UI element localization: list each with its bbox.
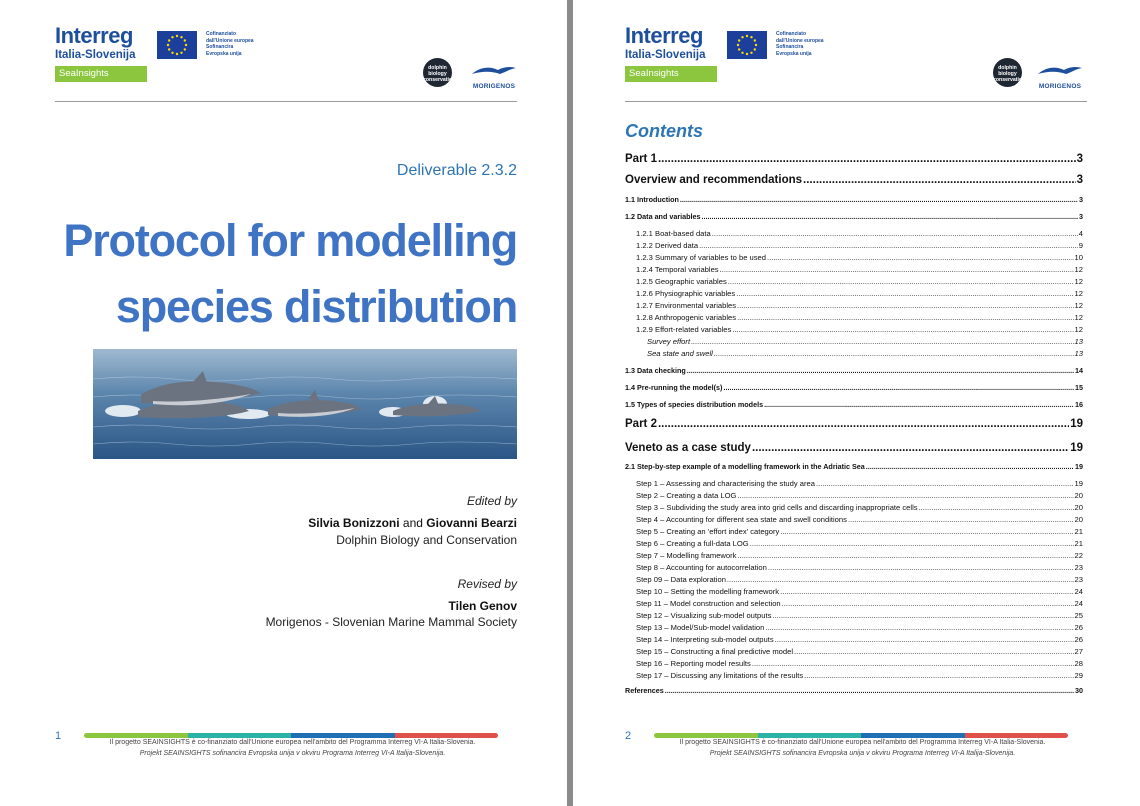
toc-entry-page: 29 [1074, 671, 1083, 680]
toc-leader-dots [737, 491, 1073, 500]
toc-entry[interactable] [625, 241, 1083, 250]
toc-entry-page: 24 [1074, 599, 1083, 608]
toc-entry-label: Step 12 – Visualizing sub-model outputs [636, 611, 772, 620]
toc-entry-label: Step 6 – Creating a full-data LOG [636, 539, 749, 548]
toc-entry-page: 12 [1074, 313, 1083, 322]
toc-leader-dots [687, 366, 1074, 375]
toc-entry-label: 1.2.8 Anthropogenic variables [636, 313, 737, 322]
toc-entry[interactable] [625, 659, 1083, 668]
toc-leader-dots [712, 229, 1078, 238]
toc-entry-page: 26 [1074, 623, 1083, 632]
toc-leader-dots [775, 635, 1074, 644]
toc-leader-dots [702, 212, 1078, 221]
editor-organization: Dolphin Biology and Conservation [336, 533, 517, 547]
toc-entry-page: 27 [1074, 647, 1083, 656]
toc-entry-page: 23 [1074, 563, 1083, 572]
deliverable-label: Deliverable 2.3.2 [396, 162, 517, 179]
cofin-line: dall'Unione europea [776, 37, 824, 44]
footer-bar-segment [188, 733, 292, 738]
toc-leader-dots [737, 313, 1073, 322]
toc-entry-page: 3 [1079, 212, 1083, 221]
toc-entry-label: Step 16 – Reporting model results [636, 659, 751, 668]
toc-leader-dots [658, 418, 1069, 430]
toc-entry[interactable] [625, 479, 1083, 488]
toc-entry-page: 19 [1070, 442, 1083, 454]
cofin-line: Cofinanziato [776, 31, 806, 37]
toc-entry-label: Survey effort [647, 337, 691, 346]
toc-entry[interactable] [625, 587, 1083, 596]
toc-entry-label: Step 5 – Creating an 'effort index' category [636, 527, 780, 536]
toc-entry-label: 1.5 Types of species distribution models [625, 400, 764, 409]
toc-entry-page: 3 [1076, 153, 1083, 165]
contents-heading: Contents [625, 121, 703, 141]
toc-entry[interactable] [625, 400, 1083, 409]
footer-funding-sl: Projekt SEAINSIGHTS sofinancira Evropska unija v okviru Programa Interreg VI-A Italija-Slovenija. [709, 750, 1016, 757]
footer-color-bar [654, 733, 1068, 738]
cofin-line: Cofinanziato [206, 31, 236, 37]
toc-leader-dots [866, 462, 1074, 471]
footer-bar-segment [395, 733, 499, 738]
editor-and: and [402, 516, 423, 530]
reviser-name: Tilen Genov [448, 599, 517, 613]
toc-leader-dots [804, 671, 1073, 680]
cofin-line: dall'Unione europea [206, 37, 254, 44]
toc-entry-page: 16 [1075, 400, 1083, 409]
footer-bar-segment [861, 733, 965, 738]
toc-leader-dots [750, 539, 1074, 548]
toc-entry-label: 1.2 Data and variables [625, 212, 701, 221]
eu-flag-icon [727, 31, 767, 59]
editor-2: Giovanni Bearzi [426, 516, 517, 530]
toc-entry[interactable] [625, 623, 1083, 632]
toc-entry-page: 19 [1074, 479, 1083, 488]
toc-entry-label: 1.2.3 Summary of variables to be used [636, 253, 767, 262]
interreg-logo-region: Italia-Slovenija [625, 49, 706, 61]
toc-entry[interactable] [625, 325, 1083, 334]
footer-bar-segment [654, 733, 758, 738]
toc-entry-label: Veneto as a case study [625, 442, 751, 454]
toc-entry-label: Step 3 – Subdividing the study area into grid cells and discarding inappropriate cells [636, 503, 918, 512]
morigenos-logo [1036, 64, 1084, 90]
toc-entry-page: 3 [1079, 195, 1083, 204]
morigenos-wave-icon [470, 65, 518, 77]
toc-entry-page: 15 [1075, 383, 1083, 392]
toc-entry[interactable] [625, 671, 1083, 680]
document-page-2 [573, 0, 1140, 806]
toc-entry[interactable] [625, 686, 1083, 695]
toc-entry-label: Step 10 – Setting the modelling framework [636, 587, 780, 596]
header-divider [55, 101, 517, 102]
toc-entry-label: Step 2 – Creating a data LOG [636, 491, 737, 500]
cofinancing-text [776, 31, 846, 57]
cofin-line: Sofinancira [206, 44, 234, 50]
toc-entry-label: Sea state and swell [647, 349, 713, 358]
toc-entry-label: Step 7 – Modelling framework [636, 551, 737, 560]
toc-entry[interactable] [625, 195, 1083, 204]
toc-entry-page: 9 [1078, 241, 1083, 250]
toc-entry-label: 1.4 Pre-running the model(s) [625, 383, 723, 392]
toc-entry-label: Step 14 – Interpreting sub-model outputs [636, 635, 774, 644]
editor-1: Silvia Bonizzoni [308, 516, 400, 530]
toc-entry[interactable] [625, 349, 1083, 358]
toc-entry[interactable] [625, 301, 1083, 310]
toc-entry-label: 2.1 Step-by-step example of a modelling framework in the Adriatic Sea [625, 462, 865, 471]
reviser-organization: Morigenos - Slovenian Marine Mammal Society [265, 615, 517, 629]
toc-entry-page: 14 [1075, 366, 1083, 375]
toc-leader-dots [764, 400, 1074, 409]
footer-bar-segment [758, 733, 862, 738]
toc-entry-label: Step 17 – Discussing any limitations of the results [636, 671, 804, 680]
toc-entry[interactable] [625, 153, 1083, 165]
toc-leader-dots [714, 349, 1074, 358]
toc-entry[interactable] [625, 442, 1083, 454]
footer-funding-it: Il progetto SEAINSIGHTS è co-finanziato dall'Unione europea nell'ambito del Programma Interreg VI-A Italia-Slovenia. [679, 739, 1046, 746]
toc-entry-label: Step 8 – Accounting for autocorrelation [636, 563, 767, 572]
toc-entry-label: 1.1 Introduction [625, 195, 679, 204]
toc-entry-label: 1.2.2 Derived data [636, 241, 699, 250]
title-line-1: Protocol for modelling [63, 215, 517, 266]
toc-entry[interactable] [625, 212, 1083, 221]
toc-entry-page: 30 [1075, 686, 1083, 695]
toc-entry-page: 19 [1075, 462, 1083, 471]
toc-entry-label: 1.2.7 Environmental variables [636, 301, 737, 310]
toc-entry[interactable] [625, 229, 1083, 238]
toc-entry-page: 13 [1074, 349, 1083, 358]
interreg-logo-word: Interreg [625, 23, 703, 48]
toc-leader-dots [772, 611, 1073, 620]
eu-flag-icon [157, 31, 197, 59]
project-tag: SeaInsights [55, 66, 147, 82]
title-line-2: species distribution [115, 281, 517, 332]
toc-entry[interactable] [625, 418, 1083, 430]
footer-color-bar [84, 733, 498, 738]
interreg-logo-region: Italia-Slovenija [55, 49, 136, 61]
toc-entry[interactable] [625, 277, 1083, 286]
toc-leader-dots [737, 551, 1073, 560]
toc-entry-page: 12 [1074, 277, 1083, 286]
toc-entry-page: 10 [1074, 253, 1083, 262]
interreg-logo-word: Interreg [55, 23, 133, 48]
toc-entry[interactable] [625, 491, 1083, 500]
toc-entry-page: 26 [1074, 635, 1083, 644]
dolphin-biology-logo: dolphin biology conservation [423, 58, 452, 87]
footer-bar-segment [84, 733, 188, 738]
morigenos-logo [470, 64, 518, 90]
toc-entry-page: 28 [1074, 659, 1083, 668]
toc-leader-dots [699, 241, 1078, 250]
toc-entry-page: 19 [1070, 418, 1083, 430]
toc-entry[interactable] [625, 462, 1083, 471]
toc-leader-dots [658, 153, 1076, 165]
toc-entry[interactable] [625, 515, 1083, 524]
toc-leader-dots [727, 575, 1074, 584]
interreg-logo [55, 25, 147, 82]
cofin-line: Evropska unija [206, 50, 242, 57]
edited-by-label: Edited by [466, 494, 517, 508]
toc-entry-label: Step 1 – Assessing and characterising the study area [636, 479, 815, 488]
toc-entry-page: 21 [1074, 527, 1083, 536]
dolphin-biology-logo: dolphin biology conservation [993, 58, 1022, 87]
toc-entry-page: 25 [1074, 611, 1083, 620]
toc-entry[interactable] [625, 174, 1083, 186]
toc-leader-dots [736, 289, 1073, 298]
toc-entry-label: Step 09 – Data exploration [636, 575, 726, 584]
toc-entry-page: 23 [1074, 575, 1083, 584]
cofin-line: Evropska unija [776, 50, 812, 57]
toc-entry[interactable] [625, 551, 1083, 560]
toc-entry[interactable] [625, 503, 1083, 512]
toc-entry-label: Step 15 – Constructing a final predictive model [636, 647, 794, 656]
toc-entry-label: 1.2.5 Geographic variables [636, 277, 727, 286]
toc-entry-page: 24 [1074, 587, 1083, 596]
toc-entry-page: 20 [1074, 491, 1083, 500]
toc-leader-dots [723, 383, 1074, 392]
toc-entry-page: 12 [1074, 301, 1083, 310]
morigenos-wave-icon [1036, 65, 1084, 77]
toc-leader-dots [680, 195, 1078, 204]
toc-leader-dots [720, 265, 1074, 274]
toc-entry[interactable] [625, 265, 1083, 274]
toc-entry-page: 20 [1074, 515, 1083, 524]
toc-entry-page: 12 [1074, 325, 1083, 334]
toc-leader-dots [765, 623, 1073, 632]
toc-leader-dots [848, 515, 1074, 524]
toc-entry[interactable] [625, 313, 1083, 322]
document-page-1 [0, 0, 567, 806]
toc-leader-dots [794, 647, 1074, 656]
toc-entry-label: Overview and recommendations [625, 174, 803, 186]
cofinancing-text [206, 31, 276, 57]
toc-entry[interactable] [625, 253, 1083, 262]
toc-leader-dots [691, 337, 1073, 346]
toc-entry-page: 20 [1074, 503, 1083, 512]
footer-bar-segment [965, 733, 1069, 738]
toc-entry[interactable] [625, 635, 1083, 644]
toc-leader-dots [919, 503, 1074, 512]
document-title [57, 208, 517, 340]
toc-entry[interactable] [625, 337, 1083, 346]
toc-entry-label: Step 4 – Accounting for different sea state and swell conditions [636, 515, 847, 524]
toc-entry-label: 1.3 Data checking [625, 366, 686, 375]
toc-entry-page: 3 [1076, 174, 1083, 186]
toc-leader-dots [803, 174, 1076, 186]
project-tag: SeaInsights [625, 66, 717, 82]
toc-entry-page: 21 [1074, 539, 1083, 548]
toc-leader-dots [752, 659, 1074, 668]
header-divider [625, 101, 1087, 102]
morigenos-logo-text: MORIGENOS [472, 83, 516, 90]
toc-leader-dots [782, 599, 1074, 608]
toc-entry-label: 1.2.6 Physiographic variables [636, 289, 736, 298]
toc-entry[interactable] [625, 563, 1083, 572]
footer-funding-sl: Projekt SEAINSIGHTS sofinancira Evropska unija v okviru Programa Interreg VI-A Italija-Slovenija. [139, 750, 446, 757]
toc-entry-page: 13 [1074, 337, 1083, 346]
toc-leader-dots [732, 325, 1073, 334]
editors-line [308, 516, 517, 530]
toc-leader-dots [752, 442, 1069, 454]
toc-leader-dots [816, 479, 1074, 488]
toc-entry[interactable] [625, 611, 1083, 620]
toc-entry-label: Step 11 – Model construction and selection [636, 599, 781, 608]
revised-by-label: Revised by [457, 577, 517, 591]
toc-entry[interactable] [625, 599, 1083, 608]
toc-leader-dots [780, 527, 1073, 536]
toc-entry[interactable] [625, 527, 1083, 536]
toc-entry-label: 1.2.9 Effort-related variables [636, 325, 732, 334]
toc-entry-page: 12 [1074, 265, 1083, 274]
toc-entry-page: 12 [1074, 289, 1083, 298]
toc-entry-page: 4 [1078, 229, 1083, 238]
toc-leader-dots [768, 563, 1074, 572]
page-number: 1 [55, 730, 62, 742]
toc-leader-dots [737, 301, 1074, 310]
toc-leader-dots [665, 686, 1074, 695]
footer-bar-segment [291, 733, 395, 738]
morigenos-logo-text: MORIGENOS [1038, 83, 1082, 90]
page-number: 2 [625, 730, 632, 742]
toc-entry[interactable] [625, 383, 1083, 392]
toc-leader-dots [728, 277, 1074, 286]
toc-leader-dots [780, 587, 1073, 596]
toc-entry-label: Part 2 [625, 418, 657, 430]
interreg-logo [625, 25, 717, 82]
toc-entry-label: 1.2.4 Temporal variables [636, 265, 719, 274]
cofin-line: Sofinancira [776, 44, 804, 50]
toc-entry-label: 1.2.1 Boat-based data [636, 229, 711, 238]
toc-entry[interactable] [625, 647, 1083, 656]
toc-entry[interactable] [625, 289, 1083, 298]
toc-entry[interactable] [625, 539, 1083, 548]
dolphins-photo [93, 349, 517, 459]
toc-entry-label: Part 1 [625, 153, 657, 165]
toc-entry-label: Step 13 – Model/Sub-model validation [636, 623, 765, 632]
toc-entry[interactable] [625, 366, 1083, 375]
footer-funding-it: Il progetto SEAINSIGHTS è co-finanziato dall'Unione europea nell'ambito del Programma Interreg VI-A Italia-Slovenia. [109, 739, 476, 746]
toc-entry-page: 22 [1074, 551, 1083, 560]
toc-entry[interactable] [625, 575, 1083, 584]
toc-entry-label: References [625, 686, 664, 695]
toc-leader-dots [767, 253, 1074, 262]
